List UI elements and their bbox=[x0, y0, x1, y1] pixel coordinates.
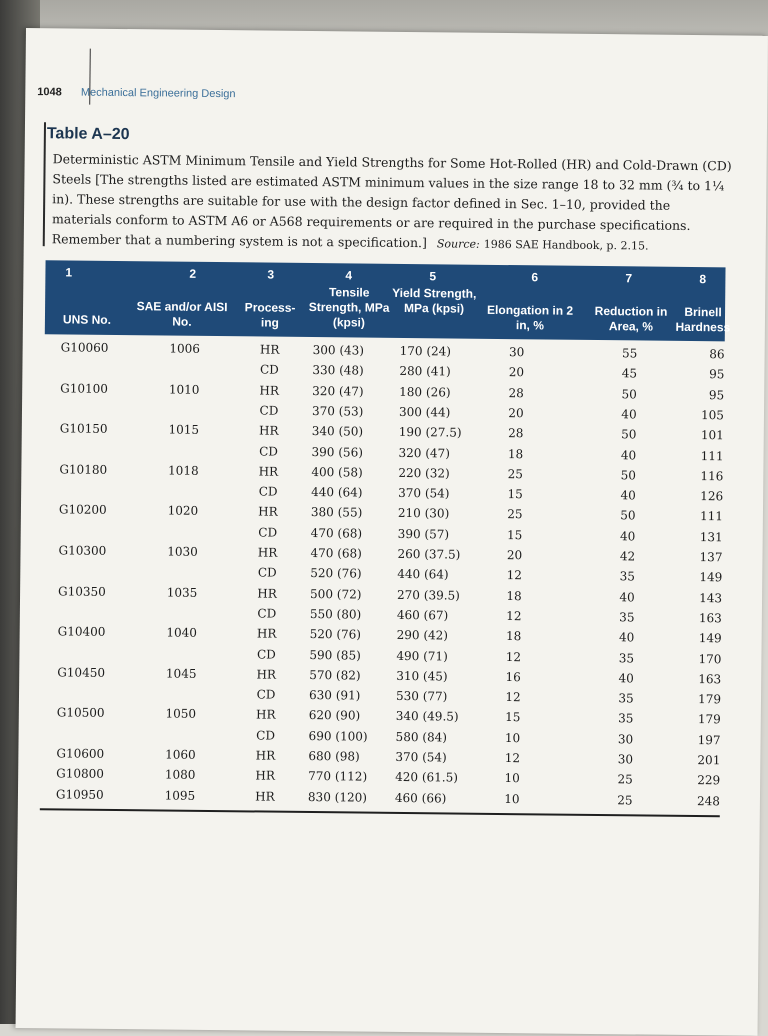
tensile-cell: 520 (76) bbox=[310, 566, 370, 581]
processing-cell: HR bbox=[255, 342, 285, 356]
yield-cell: 170 (24) bbox=[400, 344, 470, 359]
tensile-cell: 550 (80) bbox=[310, 607, 370, 622]
brinell-cell: 111 bbox=[683, 448, 723, 462]
brinell-cell: 116 bbox=[683, 469, 723, 483]
sae-cell: 1020 bbox=[163, 504, 203, 518]
processing-cell: HR bbox=[253, 464, 283, 478]
reduction-cell: 40 bbox=[607, 590, 647, 604]
elongation-cell: 25 bbox=[495, 467, 535, 481]
elongation-cell: 15 bbox=[495, 487, 535, 501]
column-number: 1 bbox=[65, 265, 72, 279]
brinell-cell: 248 bbox=[680, 793, 720, 807]
yield-cell: 490 (71) bbox=[396, 648, 466, 663]
yield-cell: 190 (27.5) bbox=[399, 425, 469, 440]
elongation-cell: 20 bbox=[494, 548, 534, 562]
tensile-cell: 400 (58) bbox=[311, 465, 371, 480]
tensile-cell: 590 (85) bbox=[309, 648, 369, 663]
processing-cell: HR bbox=[250, 789, 280, 803]
brinell-cell: 86 bbox=[685, 347, 725, 361]
tensile-cell: 330 (48) bbox=[312, 363, 372, 378]
processing-cell: CD bbox=[251, 687, 281, 701]
brinell-cell: 197 bbox=[681, 733, 721, 747]
uns-cell: G10800 bbox=[56, 767, 104, 781]
table-header bbox=[45, 260, 726, 341]
brinell-cell: 163 bbox=[682, 611, 722, 625]
tensile-cell: 370 (53) bbox=[312, 404, 372, 419]
column-number: 7 bbox=[625, 271, 632, 285]
yield-cell: 340 (49.5) bbox=[396, 709, 466, 724]
sae-cell: 1050 bbox=[161, 707, 201, 721]
processing-cell: CD bbox=[254, 363, 284, 377]
yield-cell: 180 (26) bbox=[399, 385, 469, 400]
reduction-cell: 35 bbox=[607, 610, 647, 624]
processing-cell: CD bbox=[251, 728, 281, 742]
yield-cell: 440 (64) bbox=[397, 567, 467, 582]
sae-cell: 1030 bbox=[162, 544, 202, 558]
sae-cell: 1045 bbox=[161, 666, 201, 680]
processing-cell: HR bbox=[250, 769, 280, 783]
yield-cell: 220 (32) bbox=[398, 466, 468, 481]
caption-rule bbox=[43, 122, 46, 246]
reduction-cell: 50 bbox=[609, 427, 649, 441]
uns-cell: G10200 bbox=[59, 503, 107, 517]
brinell-cell: 179 bbox=[681, 692, 721, 706]
tensile-cell: 380 (55) bbox=[311, 505, 371, 520]
processing-cell: CD bbox=[252, 606, 282, 620]
processing-cell: CD bbox=[253, 484, 283, 498]
yield-cell: 530 (77) bbox=[396, 689, 466, 704]
yield-cell: 580 (84) bbox=[396, 730, 466, 745]
reduction-cell: 25 bbox=[605, 772, 645, 786]
sae-cell: 1060 bbox=[160, 747, 200, 761]
header-reduction: Reduction in Area, % bbox=[583, 304, 679, 335]
processing-cell: CD bbox=[252, 566, 282, 580]
running-head bbox=[37, 86, 235, 100]
uns-cell: G10400 bbox=[58, 625, 106, 639]
processing-cell: CD bbox=[254, 403, 284, 417]
elongation-cell: 15 bbox=[495, 528, 535, 542]
uns-cell: G10150 bbox=[60, 422, 108, 436]
column-number: 4 bbox=[345, 268, 352, 282]
tensile-cell: 390 (56) bbox=[312, 445, 372, 460]
brinell-cell: 131 bbox=[683, 530, 723, 544]
uns-cell: G10060 bbox=[61, 340, 109, 354]
tensile-cell: 620 (90) bbox=[309, 708, 369, 723]
reduction-cell: 35 bbox=[607, 569, 647, 583]
elongation-cell: 20 bbox=[496, 365, 536, 379]
elongation-cell: 28 bbox=[496, 386, 536, 400]
elongation-cell: 12 bbox=[494, 609, 534, 623]
elongation-cell: 10 bbox=[493, 731, 533, 745]
tensile-cell: 300 (43) bbox=[313, 343, 373, 358]
tensile-cell: 830 (120) bbox=[308, 790, 368, 805]
sae-cell: 1035 bbox=[162, 585, 202, 599]
header-tensile: Tensile Strength, MPa (kpsi) bbox=[307, 285, 391, 331]
brinell-cell: 149 bbox=[682, 631, 722, 645]
reduction-cell: 35 bbox=[606, 712, 646, 726]
brinell-cell: 179 bbox=[681, 712, 721, 726]
yield-cell: 260 (37.5) bbox=[397, 547, 467, 562]
column-number: 8 bbox=[699, 272, 706, 286]
yield-cell: 310 (45) bbox=[396, 669, 466, 684]
reduction-cell: 25 bbox=[605, 793, 645, 807]
elongation-cell: 18 bbox=[494, 629, 534, 643]
processing-cell: HR bbox=[251, 667, 281, 681]
table-caption bbox=[52, 149, 733, 257]
reduction-cell: 40 bbox=[608, 448, 648, 462]
reduction-cell: 45 bbox=[609, 366, 649, 380]
brinell-cell: 170 bbox=[681, 651, 721, 665]
table-label: Table A–20 bbox=[47, 125, 130, 144]
yield-cell: 210 (30) bbox=[398, 506, 468, 521]
sae-cell: 1080 bbox=[160, 768, 200, 782]
book-title: Mechanical Engineering Design bbox=[81, 87, 236, 101]
elongation-cell: 10 bbox=[492, 771, 532, 785]
yield-cell: 300 (44) bbox=[399, 405, 469, 420]
elongation-cell: 28 bbox=[496, 426, 536, 440]
table-body bbox=[45, 340, 725, 347]
yield-cell: 460 (66) bbox=[395, 791, 465, 806]
brinell-cell: 229 bbox=[680, 773, 720, 787]
brinell-cell: 95 bbox=[684, 388, 724, 402]
tensile-cell: 470 (68) bbox=[311, 526, 371, 541]
header-elongation: Elongation in 2 in, % bbox=[479, 303, 581, 334]
brinell-cell: 101 bbox=[684, 428, 724, 442]
page-number: 1048 bbox=[37, 86, 62, 98]
tensile-cell: 630 (91) bbox=[309, 688, 369, 703]
elongation-cell: 30 bbox=[497, 345, 537, 359]
elongation-cell: 12 bbox=[494, 568, 534, 582]
brinell-cell: 137 bbox=[682, 550, 722, 564]
tensile-cell: 570 (82) bbox=[309, 668, 369, 683]
elongation-cell: 18 bbox=[494, 589, 534, 603]
reduction-cell: 42 bbox=[607, 549, 647, 563]
brinell-cell: 143 bbox=[682, 590, 722, 604]
yield-cell: 390 (57) bbox=[398, 527, 468, 542]
uns-cell: G10450 bbox=[57, 665, 105, 679]
processing-cell: CD bbox=[254, 444, 284, 458]
processing-cell: HR bbox=[252, 586, 282, 600]
reduction-cell: 30 bbox=[606, 732, 646, 746]
reduction-cell: 40 bbox=[609, 407, 649, 421]
column-number: 6 bbox=[531, 270, 538, 284]
header-yield: Yield Strength, MPa (kpsi) bbox=[391, 286, 477, 317]
elongation-cell: 12 bbox=[493, 649, 533, 663]
brinell-cell: 163 bbox=[681, 672, 721, 686]
book-page bbox=[16, 28, 768, 1036]
sae-cell: 1015 bbox=[164, 423, 204, 437]
yield-cell: 370 (54) bbox=[395, 750, 465, 765]
processing-cell: CD bbox=[253, 525, 283, 539]
reduction-cell: 40 bbox=[607, 630, 647, 644]
uns-cell: G10180 bbox=[59, 462, 107, 476]
reduction-cell: 55 bbox=[610, 346, 650, 360]
elongation-cell: 25 bbox=[495, 507, 535, 521]
elongation-cell: 10 bbox=[492, 792, 532, 806]
tensile-cell: 340 (50) bbox=[312, 424, 372, 439]
yield-cell: 460 (67) bbox=[397, 608, 467, 623]
yield-cell: 280 (41) bbox=[399, 364, 469, 379]
processing-cell: HR bbox=[253, 505, 283, 519]
processing-cell: CD bbox=[251, 647, 281, 661]
uns-cell: G10300 bbox=[58, 543, 106, 557]
brinell-cell: 95 bbox=[684, 367, 724, 381]
source-label: Source: bbox=[437, 237, 480, 250]
reduction-cell: 40 bbox=[606, 671, 646, 685]
yield-cell: 420 (61.5) bbox=[395, 770, 465, 785]
yield-cell: 320 (47) bbox=[399, 445, 469, 460]
reduction-cell: 35 bbox=[606, 651, 646, 665]
reduction-cell: 30 bbox=[605, 752, 645, 766]
elongation-cell: 12 bbox=[493, 690, 533, 704]
header-processing: Process- ing bbox=[235, 300, 305, 331]
uns-cell: G10600 bbox=[56, 746, 104, 760]
yield-cell: 290 (42) bbox=[397, 628, 467, 643]
processing-cell: HR bbox=[250, 748, 280, 762]
uns-cell: G10100 bbox=[60, 381, 108, 395]
brinell-cell: 105 bbox=[684, 408, 724, 422]
column-number: 2 bbox=[189, 267, 196, 281]
uns-cell: G10500 bbox=[57, 706, 105, 720]
column-number: 5 bbox=[429, 269, 436, 283]
processing-cell: HR bbox=[254, 383, 284, 397]
tensile-cell: 680 (98) bbox=[308, 749, 368, 764]
uns-cell: G10350 bbox=[58, 584, 106, 598]
tensile-cell: 770 (112) bbox=[308, 769, 368, 784]
reduction-cell: 35 bbox=[606, 691, 646, 705]
reduction-cell: 50 bbox=[608, 468, 648, 482]
elongation-cell: 20 bbox=[496, 406, 536, 420]
processing-cell: HR bbox=[254, 424, 284, 438]
tensile-cell: 690 (100) bbox=[309, 729, 369, 744]
brinell-cell: 149 bbox=[682, 570, 722, 584]
reduction-cell: 50 bbox=[608, 509, 648, 523]
tensile-cell: 440 (64) bbox=[311, 485, 371, 500]
processing-cell: HR bbox=[252, 627, 282, 641]
elongation-cell: 16 bbox=[493, 670, 533, 684]
header-sae: SAE and/or AISI No. bbox=[129, 299, 235, 330]
elongation-cell: 18 bbox=[495, 446, 535, 460]
yield-cell: 370 (54) bbox=[398, 486, 468, 501]
tensile-cell: 500 (72) bbox=[310, 587, 370, 602]
column-number: 3 bbox=[267, 268, 274, 282]
reduction-cell: 40 bbox=[608, 488, 648, 502]
elongation-cell: 12 bbox=[492, 751, 532, 765]
sae-cell: 1095 bbox=[160, 788, 200, 802]
brinell-cell: 201 bbox=[680, 753, 720, 767]
tensile-cell: 470 (68) bbox=[310, 546, 370, 561]
header-brinell: Brinell Hardness bbox=[673, 305, 733, 336]
reduction-cell: 50 bbox=[609, 387, 649, 401]
brinell-cell: 126 bbox=[683, 489, 723, 503]
header-uns: UNS No. bbox=[47, 312, 127, 328]
brinell-cell: 111 bbox=[683, 509, 723, 523]
processing-cell: HR bbox=[251, 708, 281, 722]
sae-cell: 1010 bbox=[164, 382, 204, 396]
caption-text: Deterministic ASTM Minimum Tensile and Yield Strengths for Some Hot-Rolled (HR) and Cold-Drawn (CD) Steels [The strengths listed are estimated ASTM minimum values in the size range 18 to 32 mm (¾ to 1¼ in). These strengths are suitable for use with the design factor defined in Sec. 1–10, provided the materials conform to ASTM A6 or A568 requirements or are required in the purchase specifications. Remember that a numbering system is not a specification.] bbox=[52, 151, 732, 250]
uns-cell: G10950 bbox=[56, 787, 104, 801]
tensile-cell: 520 (76) bbox=[310, 627, 370, 642]
sae-cell: 1006 bbox=[165, 341, 205, 355]
tensile-cell: 320 (47) bbox=[312, 384, 372, 399]
sae-cell: 1040 bbox=[162, 626, 202, 640]
reduction-cell: 40 bbox=[608, 529, 648, 543]
yield-cell: 270 (39.5) bbox=[397, 588, 467, 603]
elongation-cell: 15 bbox=[493, 710, 533, 724]
source-text: 1986 SAE Handbook, p. 2.15. bbox=[484, 238, 649, 253]
sae-cell: 1018 bbox=[163, 463, 203, 477]
processing-cell: HR bbox=[252, 545, 282, 559]
